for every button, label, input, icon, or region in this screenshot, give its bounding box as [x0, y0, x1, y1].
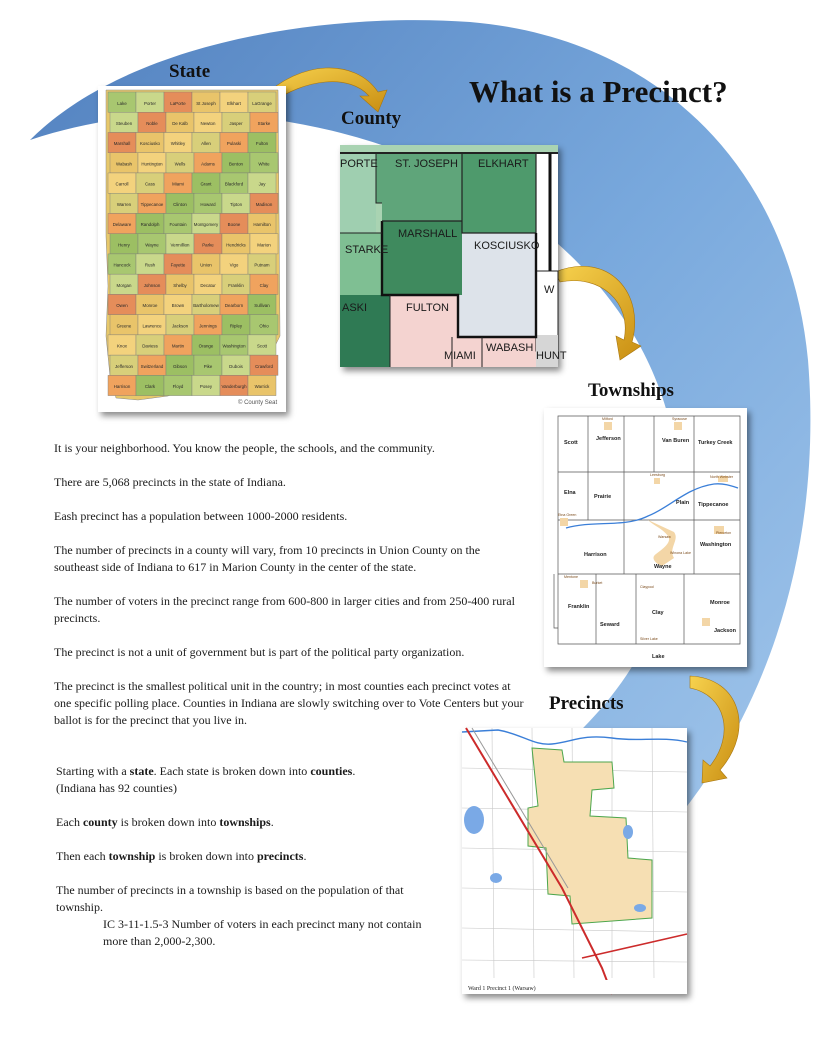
state-county-label: White — [258, 161, 270, 167]
townships-label: Townships — [588, 380, 674, 401]
state-county-label: Fulton — [255, 141, 269, 147]
state-county-label: Scott — [256, 343, 268, 349]
text-township-population: The number of precincts in a township is based on the population of that township. — [56, 883, 404, 914]
township-label-lake: Lake — [652, 654, 665, 660]
town-label-north-webster: North Webster — [710, 475, 734, 479]
state-county-label: Ohio — [259, 323, 269, 329]
state-county-label: Madison — [255, 201, 273, 207]
state-map-credit: © County Seat — [238, 400, 278, 406]
state-county-label: Putnam — [254, 262, 270, 268]
state-county-label: Adams — [201, 161, 215, 167]
lower-text-block — [56, 763, 436, 950]
state-county-label: Morgan — [116, 282, 132, 288]
county-label-miami: MIAMI — [444, 350, 476, 362]
state-county-label: Posey — [199, 384, 213, 390]
state-county-label: Dearborn — [224, 303, 244, 309]
town-label-warsaw: Warsaw — [658, 535, 671, 539]
state-county-label: Montgomery — [193, 222, 219, 228]
county-detail-map — [340, 145, 567, 367]
state-county-label: Shelby — [173, 282, 187, 288]
state-county-label: Newton — [200, 121, 216, 126]
county-label-st-joseph: ST. JOSEPH — [395, 158, 458, 170]
state-county-label: Switzerland — [140, 363, 164, 369]
state-county-label: LaPorte — [170, 100, 186, 106]
township-label-jefferson: Jefferson — [596, 436, 621, 442]
text-county-variation: The number of precincts in a county will vary, from 10 precincts in Union County on the southeast side of Indiana to 617 in Marion County in the center of the state. — [54, 543, 481, 574]
county-label-marshall: MARSHALL — [398, 228, 458, 240]
town-label-silver-lake: Silver Lake — [640, 637, 658, 641]
state-county-label: Crawford — [255, 363, 273, 369]
state-county-label: Cass — [144, 181, 156, 187]
state-county-label: Allen — [201, 141, 211, 147]
state-county-label: Jasper — [229, 121, 243, 126]
state-county-label: Jefferson — [115, 363, 133, 369]
state-county-label: Wabash — [116, 161, 132, 167]
state-county-label: Grant — [200, 181, 212, 187]
township-label-wayne: Wayne — [654, 564, 672, 570]
township-label-monroe: Monroe — [710, 600, 730, 606]
township-label-clay: Clay — [652, 610, 664, 616]
state-county-label: Clay — [259, 282, 269, 288]
county-label-w: W — [544, 284, 555, 296]
state-county-label: Monroe — [142, 303, 158, 309]
township-label-turkey-creek: Turkey Creek — [698, 440, 733, 446]
state-county-label: Tippecanoe — [140, 201, 164, 207]
town-label-claypool: Claypool — [640, 585, 654, 589]
state-county-label: Marion — [257, 242, 271, 248]
county-label-fulton: FULTON — [406, 302, 449, 314]
township-label-plain: Plain — [676, 500, 690, 506]
state-county-label: Decatur — [200, 282, 216, 288]
state-county-label: Johnson — [143, 282, 161, 288]
text-township-to-precinct: Then each township is broken down into precincts. — [56, 849, 307, 863]
state-county-label: Kosciusko — [139, 141, 161, 147]
state-county-label: Vanderburgh — [221, 384, 247, 390]
state-county-label: Lawrence — [142, 323, 162, 329]
township-label-elna: Elna — [564, 490, 576, 496]
text-ic-statute: IC 3-11-1.5-3 Number of voters in each precinct many not contain more than 2,000-2,300. — [103, 917, 422, 948]
state-county-label: Wells — [174, 161, 186, 167]
state-county-label: Fountain — [169, 222, 187, 228]
precinct-map — [462, 728, 687, 994]
town-label-pierceton: Pierceton — [716, 531, 732, 535]
state-county-label: Delaware — [112, 222, 132, 228]
state-county-label: Sullivan — [254, 303, 270, 309]
state-county-label: Wayne — [145, 242, 159, 248]
township-label-franklin: Franklin — [568, 604, 590, 610]
state-county-label: Noble — [146, 121, 158, 126]
state-county-label: Elkhart — [227, 100, 241, 106]
state-county-label: Union — [200, 262, 212, 268]
township-label-prairie: Prairie — [594, 494, 612, 500]
state-county-label: Knox — [116, 343, 128, 349]
state-county-label: Jennings — [199, 323, 217, 329]
county-label-wabash: WABASH — [486, 342, 534, 354]
town-label-burket: Burket — [592, 581, 603, 585]
township-label-jackson: Jackson — [714, 628, 737, 634]
state-county-label: Huntington — [141, 161, 163, 167]
state-county-label: Jay — [258, 181, 266, 187]
state-county-label: Steuben — [115, 121, 133, 126]
state-county-label: Randolph — [140, 222, 160, 228]
county-label-elkhart: ELKHART — [478, 158, 529, 170]
state-county-label: De Kalb — [172, 121, 188, 126]
state-county-label: Gibson — [173, 363, 187, 369]
town-label-mentone: Mentone — [564, 575, 578, 579]
county-label-porte: PORTE — [340, 158, 378, 170]
state-county-label: Porter — [144, 100, 156, 106]
page-title: What is a Precinct? — [469, 74, 728, 109]
county-label-aski: ASKI — [342, 302, 368, 314]
town-label-syracuse: Syracuse — [672, 417, 687, 421]
town-label-milford: Milford — [602, 417, 613, 421]
state-county-label: Harrison — [113, 384, 131, 390]
town-label-etna-green: Etna Green — [558, 513, 577, 517]
township-label-harrison: Harrison — [584, 552, 607, 558]
state-county-label: Howard — [200, 201, 216, 207]
town-label-leesburg: Leesburg — [650, 473, 665, 477]
state-county-label: St Joseph — [196, 100, 216, 106]
text-neighborhood: It is your neighborhood. You know the people, the schools, and the community. — [54, 441, 435, 455]
state-county-label: Henry — [118, 242, 130, 248]
precinct-map-caption: Ward 1 Precinct 1 (Warsaw) — [468, 986, 536, 992]
county-label-starke: STARKE — [345, 244, 389, 256]
state-county-label: Ripley — [229, 323, 243, 329]
state-county-label: Fayette — [170, 262, 186, 268]
state-county-label: Blackford — [224, 181, 244, 187]
state-county-label: Whitley — [170, 141, 186, 147]
state-county-label: Hancock — [113, 262, 131, 268]
state-county-label: Orange — [198, 343, 214, 349]
state-county-label: Washington — [222, 343, 246, 349]
township-label-van-buren: Van Buren — [662, 438, 690, 444]
state-county-label: Franklin — [228, 282, 244, 288]
county-label-hunt: HUNT — [536, 350, 567, 362]
township-label-washington: Washington — [700, 542, 732, 548]
state-county-label: Pulaski — [226, 141, 242, 147]
state-county-label: Daviess — [142, 343, 158, 349]
state-county-label: Lake — [117, 100, 127, 106]
state-county-label: Brown — [171, 303, 185, 309]
state-county-label: Warrick — [254, 384, 270, 390]
state-county-label: Marshall — [113, 141, 131, 147]
state-label: State — [169, 61, 211, 82]
state-county-label: Starke — [257, 121, 271, 126]
township-label-scott: Scott — [564, 440, 578, 446]
precincts-label: Precincts — [549, 693, 624, 714]
state-county-label: Dubois — [229, 363, 243, 369]
state-county-label: Pike — [203, 363, 213, 369]
state-county-label: Warren — [116, 201, 132, 207]
state-county-label: Clinton — [173, 201, 187, 207]
county-label-kosciusko: KOSCIUSKO — [474, 240, 540, 252]
townships-map — [544, 408, 747, 667]
state-county-label: Floyd — [172, 384, 184, 390]
text-precinct-count: There are 5,068 precincts in the state of Indiana. — [54, 475, 286, 489]
text-smallest-unit: The precinct is the smallest political unit in the country; in most counties each precinct votes at one specific polling place. Counties in Indiana are slowly switching over to Vote Centers but your ballot is for the precinct that you live in. — [54, 679, 524, 727]
state-county-label: Hendricks — [226, 242, 246, 248]
text-party-organization: The precinct is not a unit of government but is part of the political party organization. — [54, 645, 465, 659]
state-county-label: Jackson — [171, 323, 189, 329]
state-county-label: Parke — [202, 242, 214, 248]
township-label-tippecanoe: Tippecanoe — [698, 502, 729, 508]
upper-text-block — [54, 440, 524, 729]
state-county-label: Clark — [144, 384, 156, 390]
state-county-label: Carroll — [115, 181, 129, 187]
township-label-seward: Seward — [600, 622, 620, 628]
state-county-label: Vigo — [229, 262, 239, 268]
state-county-label: Hamilton — [253, 222, 271, 228]
indiana-state-map — [98, 86, 286, 412]
text-starting-with-state: Starting with a state. Each state is broken down into counties. (Indiana has 92 counties) — [56, 764, 356, 795]
state-county-label: Miami — [172, 181, 184, 187]
text-county-to-township: Each county is broken down into townships. — [56, 815, 274, 829]
state-county-label: LaGrange — [252, 100, 272, 106]
state-county-label: Benton — [229, 161, 243, 167]
state-county-label: Boone — [227, 222, 241, 228]
state-county-label: Greene — [116, 323, 132, 329]
state-county-label: Owen — [116, 303, 128, 309]
state-county-label: Tipton — [229, 201, 243, 207]
town-label-winona-lake: Winona Lake — [670, 551, 691, 555]
text-voter-range: The number of voters in the precinct range from 600-800 in larger cities and from 250-400 rural precincts. — [54, 594, 515, 625]
county-label: County — [341, 108, 402, 129]
text-population: Eash precinct has a population between 1000-2000 residents. — [54, 509, 348, 523]
state-county-label: Martin — [171, 343, 185, 349]
state-county-label: Rush — [144, 262, 156, 268]
state-county-label: Vermillion — [170, 242, 190, 248]
state-county-label: Bartholomew — [193, 303, 219, 309]
